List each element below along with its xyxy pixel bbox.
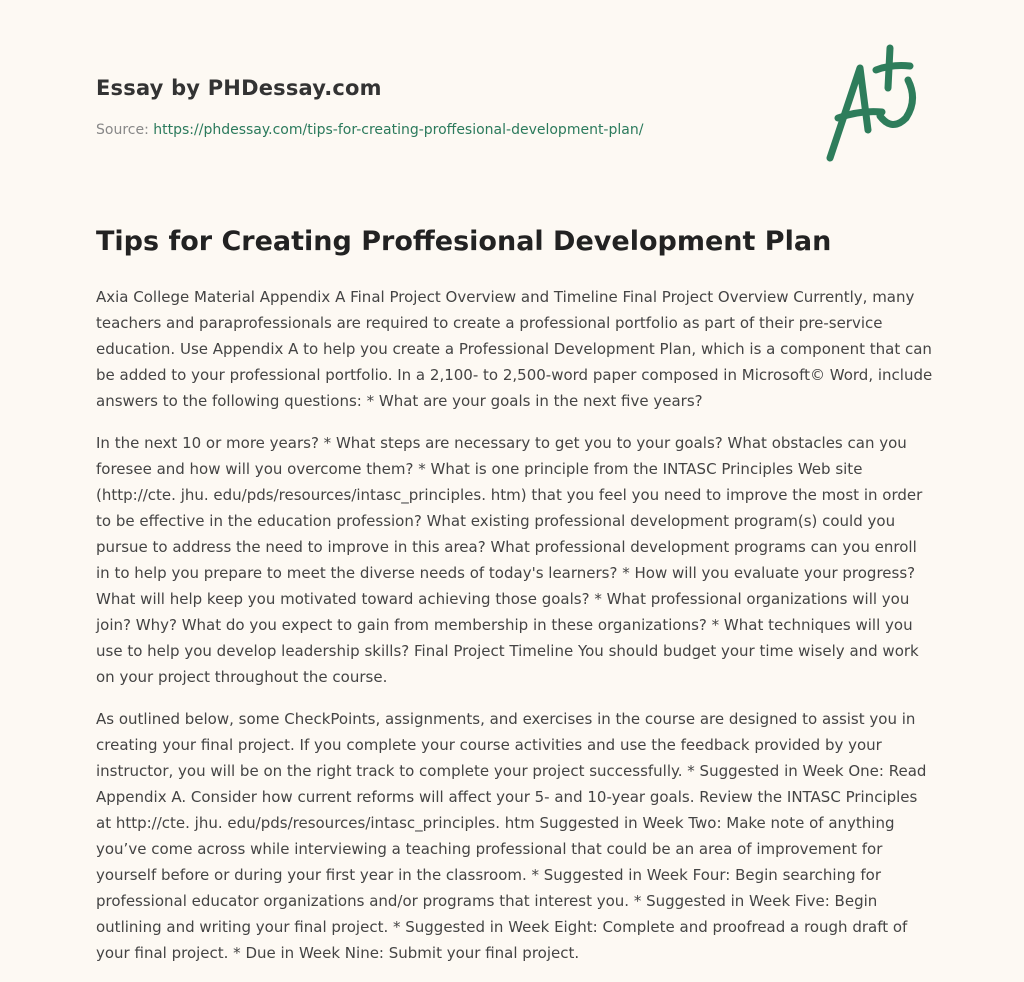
paragraph: As outlined below, some CheckPoints, assignments, and exercises in the course are designed to assist you in creating your final project. If you complete your course activities and use the feedback provided by your instructor, you will be on the right track to complete your project successfully. * Suggested in Week One: Read Appendix A. Consider how current reforms will affect your 5- and 10-year goals. Review the INTASC Principles at http://cte. jhu. edu/pds/resources/intasc_principles. htm Suggested in Week Two: Make note of anything you’ve come across while interviewing a teaching professional that could be an area of improvement for yourself before or during your first year in the classroom. * Suggested in Week Four: Begin searching for professional educator organizations and/or programs that interest you. * Suggested in Week Five: Begin outlining and writing your final project. * Suggested in Week Eight: Complete and proofread a rough draft of your final project. * Due in Week Nine: Submit your final project. — [96, 710, 927, 962]
site-title: Essay by PHDessay.com — [96, 76, 382, 100]
page-header — [96, 76, 643, 138]
article-body — [96, 284, 934, 982]
source-line — [96, 122, 643, 138]
article-title: Tips for Creating Proffesional Development Plan — [96, 226, 832, 257]
source-link[interactable]: https://phdessay.com/tips-for-creating-proffesional-development-plan/ — [153, 122, 644, 138]
paragraph: In the next 10 or more years? * What steps are necessary to get you to your goals? What obstacles can you foresee and how will you overcome them? * What is one principle from the INTASC Principles Web site (http://cte. jhu. edu/pds/resources/intasc_principles. htm) that you feel you need to improve the most in order to be effective in the education profession? What existing professional development program(s) could you pursue to address the need to improve in this area? What professional development programs can you enroll in to help you prepare to meet the diverse needs of today's learners? * How will you evaluate your progress? What will help keep you motivated toward achieving those goals? * What professional organizations will you join? Why? What do you expect to gain from membership in these organizations? * What techniques will you use to help you develop leadership skills? Final Project Timeline You should budget your time wisely and work on your project throughout the course. — [96, 434, 923, 686]
source-label: Source: — [96, 122, 149, 138]
paragraph: Axia College Material Appendix A Final Project Overview and Timeline Final Project Overview Currently, many teachers and paraprofessionals are required to create a professional portfolio as part of their pre-service education. Use Appendix A to help you create a Professional Development Plan, which is a component that can be added to your professional portfolio. In a 2,100- to 2,500-word paper composed in Microsoft© Word, include answers to the following questions: * What are your goals in the next five years? — [96, 288, 933, 410]
a-plus-logo-icon — [820, 40, 930, 165]
